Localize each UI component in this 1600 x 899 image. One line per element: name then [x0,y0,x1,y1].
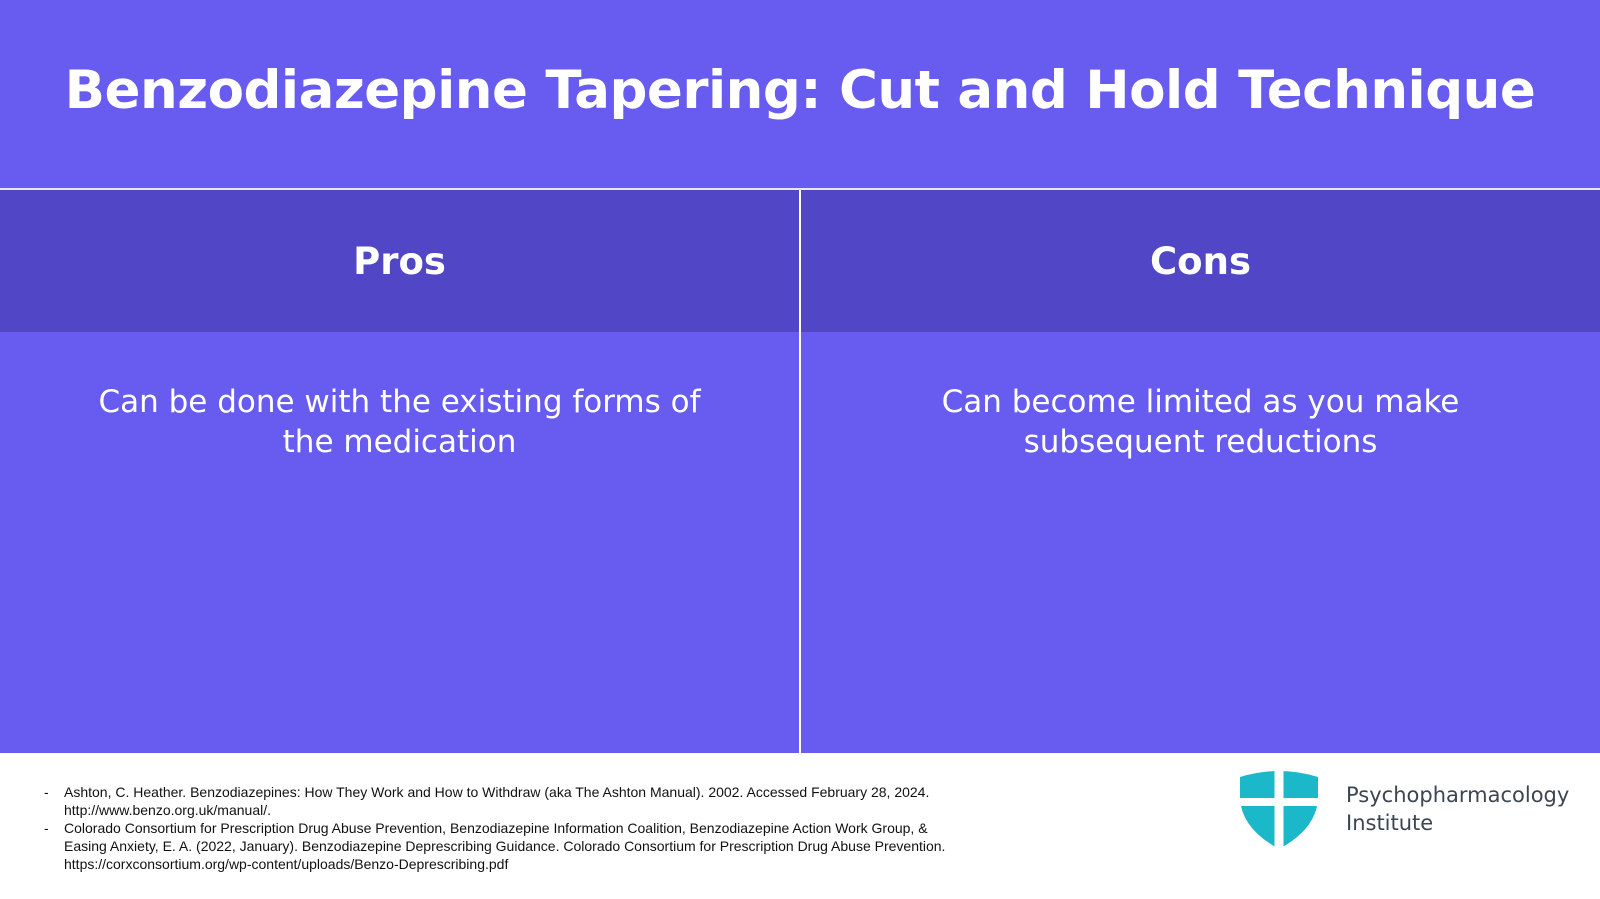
pros-cons-table [0,188,1600,753]
logo-line-1: Psychopharmacology [1346,783,1570,807]
slide-title: Benzodiazepine Tapering: Cut and Hold Technique [64,59,1536,121]
pros-column [0,190,801,753]
reference-text: Colorado Consortium for Prescription Drug Abuse Prevention, Benzodiazepine Information Coalition, Benzodiazepine Action Work Group, & Easing Anxiety, E. A. (2022, January). Benzodiazepine Deprescribing Guidance. Colorado Consortium for Prescription Drug Abuse Prevention. https://corxconsortium.org/wp-content/uploads/Benzo-Deprescribing.pdf [64,820,946,872]
reference-item [44,819,964,873]
cons-body: Can become limited as you make subsequent reductions [801,332,1600,753]
title-bar [0,0,1600,188]
logo-line-2: Institute [1346,811,1434,835]
logo-text [1346,781,1569,837]
shield-cross-icon [1238,769,1320,849]
reference-bullet: - [44,784,49,800]
footer [0,753,1600,899]
psychopharmacology-institute-logo [1238,769,1569,849]
pros-body: Can be done with the existing forms of the medication [0,332,799,753]
reference-item [44,783,964,819]
pros-header: Pros [0,190,799,332]
reference-text: Ashton, C. Heather. Benzodiazepines: How They Work and How to Withdraw (aka The Ashton Manual). 2002. Accessed February 28, 2024. http://www.benzo.org.uk/manual/. [64,784,930,818]
reference-list [44,783,964,873]
cons-column [801,190,1600,753]
cons-header: Cons [801,190,1600,332]
reference-bullet: - [44,820,49,836]
